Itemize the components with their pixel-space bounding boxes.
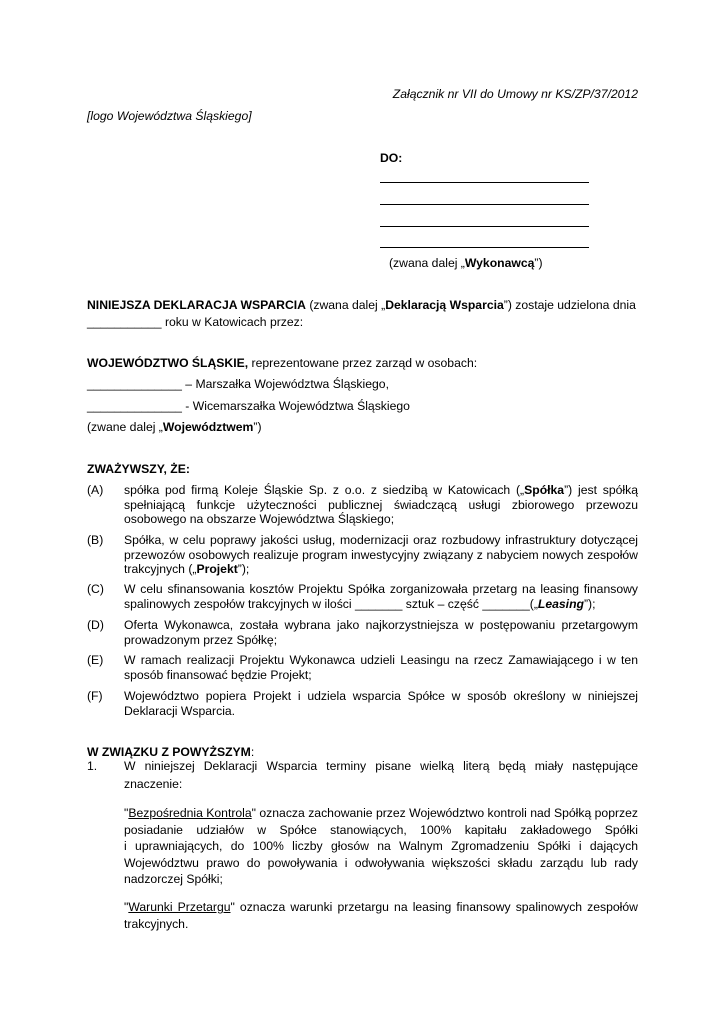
clause-c-text: W celu sfinansowania kosztów Projektu Spółka zorganizowała przetarg na leasing finansowy spalinowych zespołów trakcyjnych w ilości _______ sztuk – część _______(„Leasing”);	[124, 582, 638, 611]
logo-placeholder: [logo Województwa Śląskiego]	[87, 109, 252, 123]
definition-direct-control: "Bezpośrednia Kontrola" oznacza zachowanie przez Województwo kontroli nad Spółką poprzez posiadanie udziałów w Spółce stanowiących, 100% kapitału zakładowego Spółki i uprawniających, do 100% liczby głosów na Walnym Zgromadzeniu Spółki i dających Województwu prawo do powoływania i odwoływania większości składu zarządu lub rady nadzorczej Spółki;	[124, 806, 639, 886]
declaration-intro-line1: NINIEJSZA DEKLARACJA WSPARCIA (zwana dalej „Deklaracją Wsparcia”) zostaje udzielona dnia	[87, 298, 636, 312]
address-line-4	[380, 247, 589, 248]
vice-marshal-line: ______________ - Wicemarszałka Województwa Śląskiego	[87, 399, 410, 413]
definition-tender-conditions: "Warunki Przetargu" oznacza warunki przetargu na leasing finansowy spalinowych zespołów trakcyjnych.	[124, 900, 638, 931]
clause-e-text: W ramach realizacji Projektu Wykonawca udzieli Leasingu na rzecz Zamawiającego i w ten sposób finansować będzie Projekt;	[124, 653, 638, 682]
item-1-label: 1.	[87, 759, 98, 773]
to-label: DO:	[380, 151, 403, 165]
annex-reference: Załącznik nr VII do Umowy nr KS/ZP/37/2012	[392, 87, 638, 101]
address-line-1	[380, 182, 589, 183]
term-direct-control: Bezpośrednia Kontrola	[128, 806, 252, 820]
item-1-line2: znaczenie:	[124, 777, 183, 791]
date-blank: ___________	[87, 315, 162, 329]
voivodeship-alias: (zwane dalej „Województwem”)	[87, 420, 262, 434]
term-tender-conditions: Warunki Przetargu	[128, 900, 231, 914]
address-line-2	[380, 204, 589, 205]
clause-a-text: spółka pod firmą Koleje Śląskie Sp. z o.o. z siedzibą w Katowicach („Spółka”) jest spółką spełniającą funkcje użyteczności publicznej świadczącą usługi zbiorowego przewozu osobowego na obszarze Województwa Śląskiego;	[124, 483, 638, 526]
clause-label: (A)	[87, 483, 104, 497]
contractor-alias: (zwana dalej „Wykonawcą”)	[389, 256, 543, 270]
clause-label: (B)	[87, 533, 104, 547]
declaration-title: NINIEJSZA DEKLARACJA WSPARCIA	[87, 298, 306, 312]
whereas-heading: ZWAŻYWSZY, ŻE:	[87, 462, 190, 476]
clause-f-text: Województwo popiera Projekt i udziela wsparcia Spółce w sposób określony w niniejszej Deklaracji Wsparcia.	[124, 689, 638, 718]
clause-label: (D)	[87, 618, 104, 632]
therefore-heading: W ZWIĄZKU Z POWYŻSZYM:	[87, 745, 255, 759]
clause-label: (C)	[87, 582, 104, 596]
clause-label: (E)	[87, 653, 104, 667]
clause-label: (F)	[87, 689, 103, 703]
item-1-line1: W niniejszej Deklaracji Wsparcia terminy pisane wielką literą będą miały następujące	[124, 759, 638, 773]
declaration-intro-line2: ___________ roku w Katowicach przez:	[87, 315, 304, 329]
clause-b-text: Spółka, w celu poprawy jakości usług, modernizacji oraz rozbudowy infrastruktury dotyczącej przewozów osobowych realizuje program inwestycyjny związany z nabyciem nowych zespołów trakcyjnych („Projekt”);	[124, 533, 638, 576]
voivodeship-intro: WOJEWÓDZTWO ŚLĄSKIE, reprezentowane przez zarząd w osobach:	[87, 356, 478, 370]
address-line-3	[380, 226, 589, 227]
marshal-line: ______________ – Marszałka Województwa Śląskiego,	[87, 377, 389, 391]
clause-d-text: Oferta Wykonawca, została wybrana jako najkorzystniejsza w postępowaniu przetargowym prowadzonym przez Spółkę;	[124, 618, 638, 647]
